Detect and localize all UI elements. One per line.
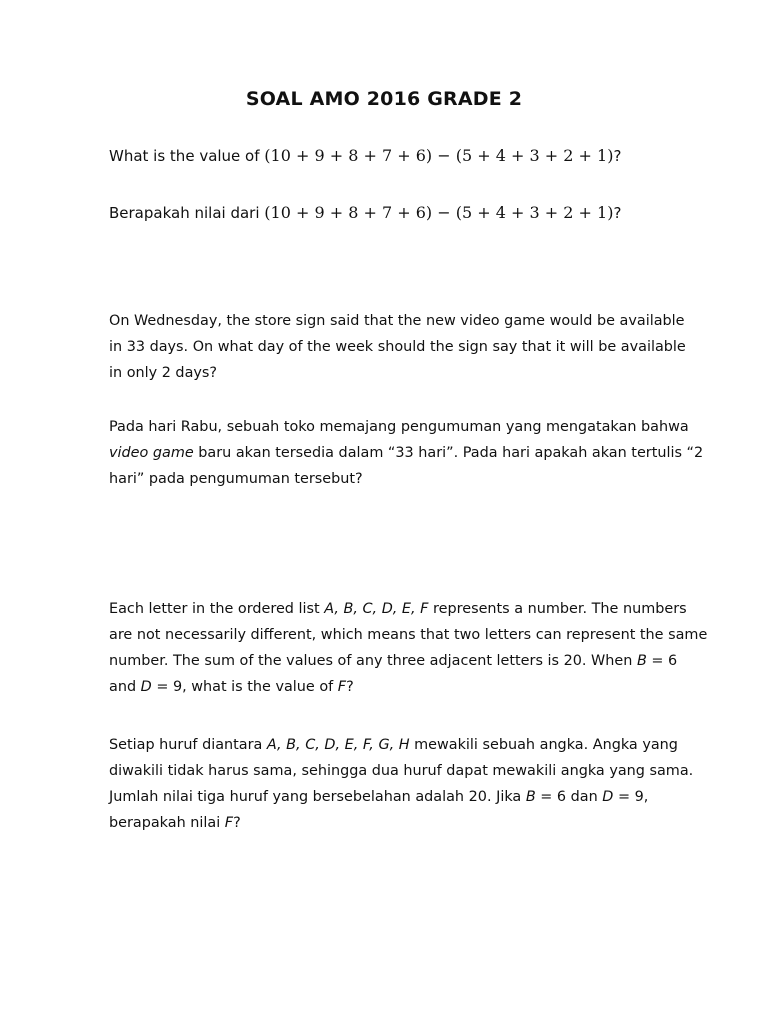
question-2-indonesian bbox=[109, 414, 704, 492]
question-3-id-text: = 9, bbox=[613, 789, 649, 805]
question-3-id-text: Setiap huruf diantara bbox=[109, 737, 267, 753]
question-3-id-text: berapakah nilai bbox=[109, 815, 225, 831]
question-2-english-line: On Wednesday, the store sign said that the new video game would be available bbox=[109, 313, 685, 329]
variable-b: B bbox=[525, 789, 536, 805]
question-2-indonesian-text: baru akan tersedia dalam “33 hari”. Pada hari apakah akan tertulis “2 bbox=[193, 445, 704, 461]
document-title: SOAL AMO 2016 GRADE 2 bbox=[245, 88, 523, 110]
question-2-english-line: in 33 days. On what day of the week should the sign say that it will be available bbox=[109, 339, 686, 355]
question-3-id-text: Jumlah nilai tiga huruf yang bersebelahan adalah 20. Jika bbox=[109, 789, 526, 805]
question-2-english bbox=[109, 308, 689, 386]
question-2-english-line: in only 2 days? bbox=[109, 365, 218, 381]
question-1-english-text: What is the value of bbox=[109, 147, 265, 165]
letter-list: A, B, C, D, E, F, G, H bbox=[266, 737, 410, 753]
question-3-text: = 6 bbox=[646, 653, 678, 669]
question-3-id-text: mewakili sebuah angka. Angka yang bbox=[409, 737, 678, 753]
question-3-id-text: ? bbox=[233, 815, 241, 831]
italic-term: video game bbox=[109, 445, 194, 461]
question-2-indonesian-line: Pada hari Rabu, sebuah toko memajang pengumuman yang mengatakan bahwa bbox=[109, 419, 689, 435]
question-1-suffix: ? bbox=[613, 147, 622, 165]
question-1-indonesian bbox=[109, 203, 621, 222]
question-2-indonesian-line: hari” pada pengumuman tersebut? bbox=[109, 471, 363, 487]
question-3-text: and bbox=[109, 679, 141, 695]
variable-d: D bbox=[140, 679, 152, 695]
question-3-text: = 9, what is the value of bbox=[151, 679, 338, 695]
letter-list: A, B, C, D, E, F bbox=[324, 601, 429, 617]
question-3-text: represents a number. The numbers bbox=[428, 601, 687, 617]
question-3-english-line: are not necessarily different, which means that two letters can represent the same bbox=[109, 627, 708, 643]
variable-f: F bbox=[224, 815, 234, 831]
variable-f: F bbox=[337, 679, 347, 695]
question-1-expression: (10 + 9 + 8 + 7 + 6) − (5 + 4 + 3 + 2 + 1) bbox=[264, 146, 614, 165]
question-3-indonesian-line bbox=[109, 784, 689, 810]
question-3-text: Each letter in the ordered list bbox=[109, 601, 325, 617]
question-1-english bbox=[109, 146, 621, 165]
question-1-expression-id: (10 + 9 + 8 + 7 + 6) − (5 + 4 + 3 + 2 + 1) bbox=[264, 203, 614, 222]
question-3-text: ? bbox=[346, 679, 354, 695]
question-3-english-line bbox=[109, 674, 689, 700]
question-3-indonesian bbox=[109, 732, 694, 836]
question-3-indonesian-line bbox=[109, 810, 689, 836]
question-2-indonesian-line bbox=[109, 440, 704, 466]
question-1-suffix-id: ? bbox=[613, 204, 622, 222]
variable-b: B bbox=[636, 653, 647, 669]
question-3-id-text: = 6 dan bbox=[535, 789, 603, 805]
question-3-indonesian-line: diwakili tidak harus sama, sehingga dua huruf dapat mewakili angka yang sama. bbox=[109, 763, 694, 779]
question-3-english-line bbox=[109, 648, 689, 674]
question-3-english-line bbox=[109, 596, 689, 622]
question-3-english bbox=[109, 596, 708, 700]
question-3-indonesian-line bbox=[109, 732, 689, 758]
variable-d: D bbox=[602, 789, 614, 805]
question-3-text: number. The sum of the values of any three adjacent letters is 20. When bbox=[109, 653, 637, 669]
question-1-indonesian-text: Berapakah nilai dari bbox=[109, 204, 265, 222]
